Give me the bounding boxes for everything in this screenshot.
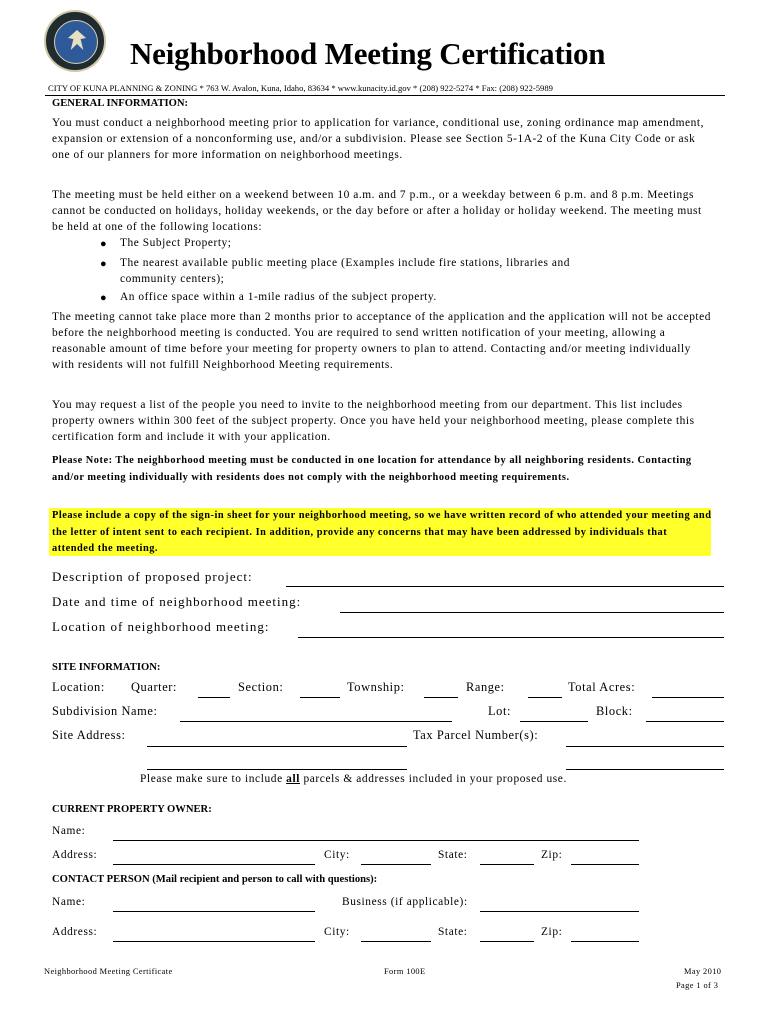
section-label: Section: <box>238 680 284 694</box>
general-paragraph-3: The meeting cannot take place more than 2 months prior to acceptance of the application and the application will not be accepted before the neighborhood meeting is conducted. You are required to send written notification of your meeting, allowing a reasonable amount of time before your meeting for property owners to plan to attend. Contacting and/or meeting individually with residents will not fulfill Neighborhood Meeting requirements. <box>52 311 712 371</box>
township-label: Township: <box>347 680 405 694</box>
block-label: Block: <box>596 704 633 718</box>
contact-city-field[interactable] <box>361 941 431 942</box>
range-field[interactable] <box>528 697 562 698</box>
description-field[interactable] <box>286 586 724 587</box>
site-address-field[interactable] <box>147 746 407 747</box>
owner-address-label: Address: <box>52 849 98 861</box>
owner-zip-label: Zip: <box>541 849 563 861</box>
tax-parcel-field[interactable] <box>566 746 724 747</box>
lot-field[interactable] <box>520 721 588 722</box>
business-field[interactable] <box>480 911 639 912</box>
owner-city-field[interactable] <box>361 864 431 865</box>
page-title: Neighborhood Meeting Certification <box>130 36 606 71</box>
section-field[interactable] <box>300 697 340 698</box>
owner-heading: CURRENT PROPERTY OWNER: <box>52 804 212 815</box>
subdivision-field[interactable] <box>180 721 452 722</box>
contact-name-label: Name: <box>52 896 86 908</box>
footer-date: May 2010 <box>684 967 722 976</box>
tax-parcel-label: Tax Parcel Number(s): <box>413 728 539 742</box>
site-address-field-2[interactable] <box>147 769 407 770</box>
block-field[interactable] <box>646 721 724 722</box>
site-address-label: Site Address: <box>52 728 126 742</box>
contact-zip-label: Zip: <box>541 926 563 938</box>
owner-state-field[interactable] <box>480 864 534 865</box>
footer-form-name: Neighborhood Meeting Certificate <box>44 967 173 976</box>
contact-name-field[interactable] <box>113 911 315 912</box>
owner-state-label: State: <box>438 849 468 861</box>
city-address: CITY OF KUNA PLANNING & ZONING * 763 W. Avalon, Kuna, Idaho, 83634 * www.kunacity.id.gov * (208) 922-5274 * Fax: (208) 922-5989 <box>48 83 553 93</box>
datetime-label: Date and time of neighborhood meeting: <box>52 594 302 609</box>
total-acres-label: Total Acres: <box>568 680 636 694</box>
site-info-heading: SITE INFORMATION: <box>52 662 161 673</box>
owner-zip-field[interactable] <box>571 864 639 865</box>
owner-name-field[interactable] <box>113 840 639 841</box>
contact-address-field[interactable] <box>113 941 315 942</box>
footer-page-number: Page 1 of 3 <box>676 981 719 990</box>
bullet-icon: ● <box>100 258 107 270</box>
description-label: Description of proposed project: <box>52 569 253 584</box>
owner-address-field[interactable] <box>113 864 315 865</box>
bullet-icon: ● <box>100 292 107 304</box>
bullet-icon: ● <box>100 238 107 250</box>
general-info-heading: GENERAL INFORMATION: <box>52 98 189 109</box>
location-field[interactable] <box>298 637 724 638</box>
contact-state-label: State: <box>438 926 468 938</box>
please-note: Please Note: The neighborhood meeting must be conducted in one location for attendance by all neighboring residents. Contacting and/or meeting individually with residents does not comply with the neighborhood meeting requirements. <box>52 455 692 483</box>
site-location-label: Location: <box>52 680 105 694</box>
quarter-label: Quarter: <box>131 680 178 694</box>
contact-state-field[interactable] <box>480 941 534 942</box>
list-item-continued: community centers); <box>120 273 225 285</box>
list-item: An office space within a 1-mile radius of the subject property. <box>120 291 437 303</box>
city-seal-logo <box>44 10 106 72</box>
general-paragraph-2: The meeting must be held either on a weekend between 10 a.m. and 7 p.m., or a weekday between 6 p.m. and 8 p.m. Meetings cannot be conducted on holidays, holiday weekends, or the day before or after a holiday or holiday weekend. The meeting must be held at one of the following locations: <box>52 189 702 233</box>
general-paragraph-4: You may request a list of the people you need to invite to the neighborhood meeting from our department. This list includes property owners within 300 feet of the subject property. Once you have held your neighborhood meeting, please complete this certification form and include it with your application. <box>52 399 695 443</box>
owner-name-label: Name: <box>52 825 86 837</box>
list-item: The Subject Property; <box>120 237 232 249</box>
footer-form-number: Form 100E <box>384 967 426 976</box>
tax-parcel-field-2[interactable] <box>566 769 724 770</box>
highlighted-instructions: Please include a copy of the sign-in sheet for your neighborhood meeting, so we have written record of who attended your meeting and the letter of intent sent to each recipient. In addition, provide any concerns that may have been addressed by individuals that attended the meeting. <box>52 510 712 554</box>
total-acres-field[interactable] <box>652 697 724 698</box>
quarter-field[interactable] <box>198 697 230 698</box>
list-item: The nearest available public meeting place (Examples include fire stations, libraries and <box>120 257 570 269</box>
contact-city-label: City: <box>324 926 350 938</box>
lot-label: Lot: <box>488 704 512 718</box>
owner-city-label: City: <box>324 849 350 861</box>
location-label: Location of neighborhood meeting: <box>52 619 270 634</box>
range-label: Range: <box>466 680 505 694</box>
general-paragraph-1: You must conduct a neighborhood meeting prior to application for variance, conditional use, zoning ordinance map amendment, expansion or extension of a nonconforming use, and/or a subdivision. Please see Section 5-1A-2 of the Kuna City Code or ask one of our planners for more information on neighborhood meetings. <box>52 117 705 161</box>
subdivision-label: Subdivision Name: <box>52 704 158 718</box>
parcel-reminder: Please make sure to include all parcels & addresses included in your proposed use. <box>140 773 567 785</box>
business-label: Business (if applicable): <box>342 896 468 908</box>
township-field[interactable] <box>424 697 458 698</box>
datetime-field[interactable] <box>340 612 724 613</box>
contact-heading: CONTACT PERSON (Mail recipient and person to call with questions): <box>52 874 378 885</box>
contact-zip-field[interactable] <box>571 941 639 942</box>
contact-address-label: Address: <box>52 926 98 938</box>
header-divider <box>45 95 725 96</box>
